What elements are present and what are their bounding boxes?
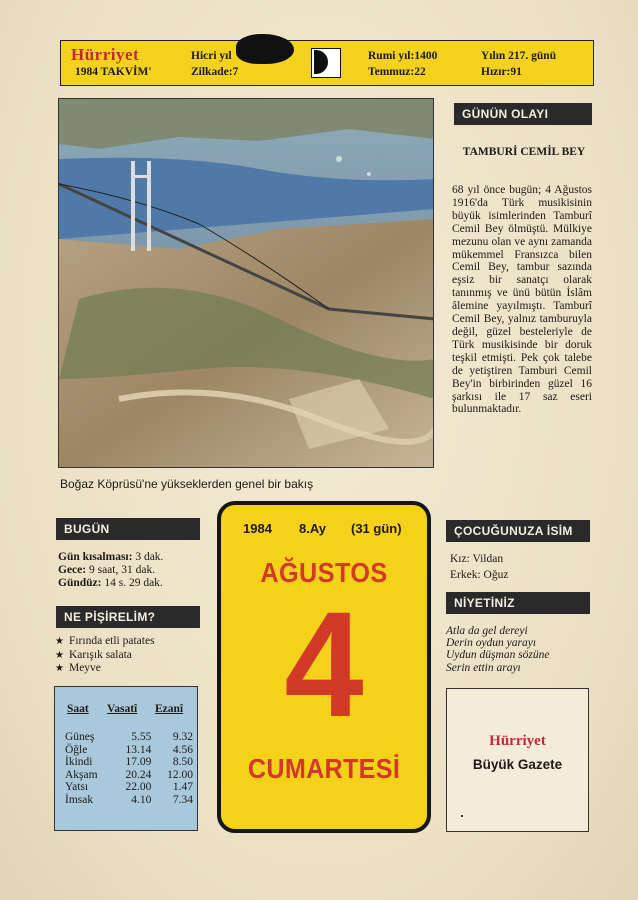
prayer-header-saat: Saat — [67, 703, 89, 715]
bugun-row: Gün kısalması: 3 dak. — [58, 551, 164, 563]
hurriyet-ad-box — [446, 688, 589, 832]
rumi-year: Rumi yıl:1400 — [368, 50, 438, 62]
calendar-day: 4 — [284, 580, 364, 748]
niyet-title: NİYETİNİZ — [446, 592, 590, 614]
verse-line: Derin oydun yarayı — [446, 637, 537, 650]
names-list — [450, 551, 508, 583]
niyet-verse — [446, 625, 550, 674]
recipe-item: ★ Meyve — [55, 662, 155, 676]
calendar-month-index: 8.Ay — [299, 521, 326, 536]
prayer-rows — [65, 731, 193, 806]
calendar-label: 1984 TAKVİM' — [75, 66, 152, 78]
recipe-title: NE PİŞİRELİM? — [56, 606, 200, 628]
year-day: Yılın 217. günü — [481, 50, 557, 62]
table-row: Yatsı 22.00 1.47 — [65, 781, 193, 793]
bugun-row: Gündüz: 14 s. 29 dak. — [58, 577, 163, 589]
prayer-times-table — [54, 686, 198, 831]
event-text: 68 yıl önce bugün; 4 Ağustos 1916'da Türk musikisinin büyük isimlerinden Tamburî Cemil Bey ölmüştü. Mülkiye mezunu olan ve aynı zamanda mükemmel Fransızca bilen Cemil Bey, tambur sazında eşsiz bir sanatçı olarak tanınmış ve ünü bütün İslâm âlemine yayılmıştı. Tamburî Cemil Bey, yalnız tamburuyla değil, güzel besteleriyle de Türk musikisinde bir doruk teşkil etmişti. Pek çok talebe de yetiştiren Tamburi Cemil Bey'in birbirinden güzel 16 şarkısı ile 17 saz eseri bulunmaktadır. — [452, 184, 592, 416]
table-row: Güneş 5.55 9.32 — [65, 731, 193, 743]
table-row: İkindi 17.09 8.50 — [65, 756, 193, 768]
bugun-row: Gece: 9 saat, 31 dak. — [58, 564, 156, 576]
verse-line: Serin ettin arayı — [446, 661, 521, 674]
ad-slogan: Büyük Gazete — [472, 757, 563, 772]
calendar-days-in-month: (31 gün) — [351, 521, 402, 536]
girl-name-row: Kız: Vildan — [450, 553, 504, 565]
temmuz: Temmuz:22 — [368, 66, 426, 78]
calendar-date-block — [217, 501, 431, 833]
bugun-title: BUGÜN — [56, 518, 200, 540]
table-row: Akşam 20.24 12.00 — [65, 768, 193, 781]
calendar-weekday: CUMARTESİ — [247, 753, 401, 784]
binding-hole — [236, 34, 294, 64]
event-headline: TAMBURİ CEMİL BEY — [462, 146, 586, 158]
hijri-year: Hicri yıl — [191, 50, 232, 62]
print-dot — [461, 815, 463, 817]
photo-caption: Boğaz Köprüsü'ne yükseklerden genel bir bakış — [60, 477, 314, 491]
recipe-item: ★ Karışık salata — [55, 649, 155, 663]
hizir: Hızır:91 — [481, 66, 522, 78]
verse-line: Uydun düşman sözüne — [446, 649, 550, 662]
table-row: İmsak 4.10 7.34 — [65, 793, 193, 806]
names-title: ÇOCUĞUNUZA İSİM — [446, 520, 590, 542]
prayer-header-vasati: Vasatî — [107, 703, 138, 715]
calendar-year: 1984 — [243, 521, 272, 536]
brand-logo: Hürriyet — [71, 45, 140, 64]
ad-brand: Hürriyet — [489, 733, 546, 749]
zilkade: Zilkade:7 — [191, 66, 239, 78]
recipe-item: ★ Fırında etli patates — [55, 635, 155, 649]
moon-phase-icon — [311, 48, 341, 78]
calendar-header — [60, 40, 594, 86]
prayer-header-ezani: Ezanî — [155, 703, 184, 715]
verse-line: Atla da gel dereyi — [446, 625, 528, 637]
recipe-list — [55, 635, 155, 676]
bridge-photo — [58, 98, 434, 468]
table-row: Öğle 13.14 4.56 — [65, 743, 193, 756]
bugun-list — [58, 551, 208, 590]
calendar-month: AĞUSTOS — [260, 557, 388, 588]
boy-name-row: Erkek: Oğuz — [450, 569, 509, 581]
event-section-title: GÜNÜN OLAYI — [454, 103, 592, 125]
